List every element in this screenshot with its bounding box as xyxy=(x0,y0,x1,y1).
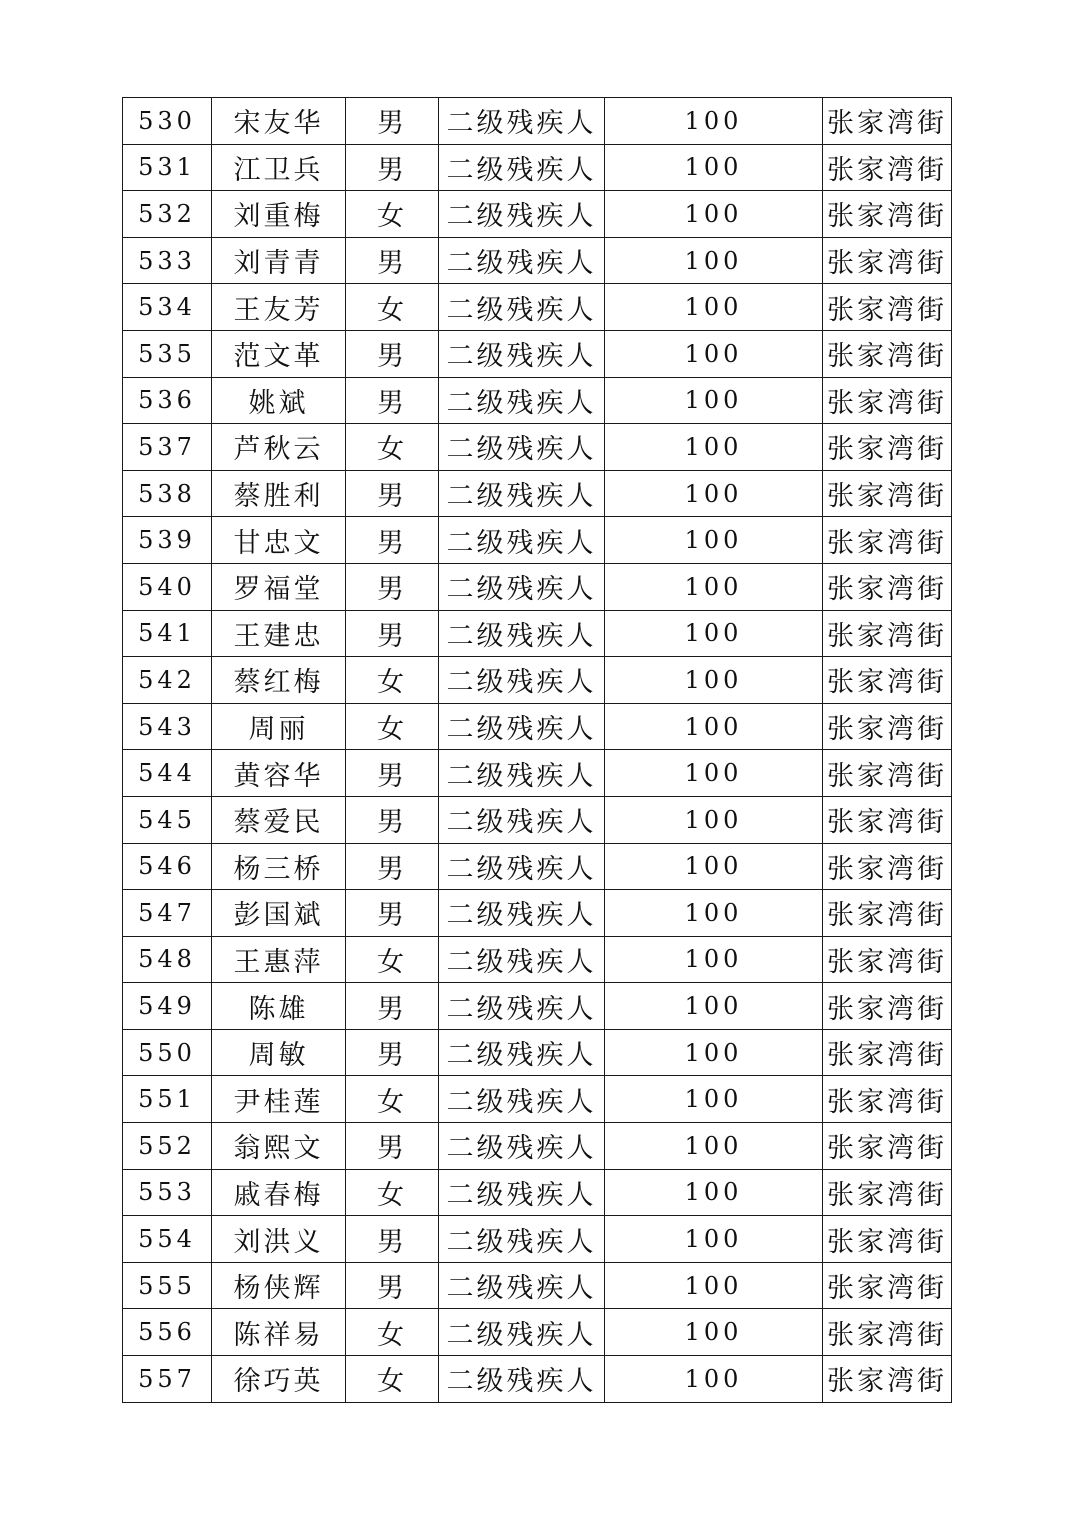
cell-number: 554 xyxy=(123,1216,212,1263)
cell-number: 553 xyxy=(123,1169,212,1216)
cell-amount: 100 xyxy=(605,563,823,610)
table-row xyxy=(123,843,952,890)
cell-street: 张家湾街 xyxy=(823,843,952,890)
cell-category: 二级残疾人 xyxy=(439,983,605,1030)
table-row xyxy=(123,983,952,1030)
cell-category: 二级残疾人 xyxy=(439,1029,605,1076)
cell-gender: 女 xyxy=(346,191,439,238)
cell-category: 二级残疾人 xyxy=(439,377,605,424)
cell-gender: 女 xyxy=(346,936,439,983)
cell-category: 二级残疾人 xyxy=(439,890,605,937)
cell-name: 陈祥易 xyxy=(212,1309,346,1356)
cell-street: 张家湾街 xyxy=(823,144,952,191)
cell-gender: 男 xyxy=(346,98,439,145)
cell-gender: 男 xyxy=(346,983,439,1030)
cell-name: 蔡红梅 xyxy=(212,657,346,704)
cell-gender: 男 xyxy=(346,237,439,284)
cell-name: 彭国斌 xyxy=(212,890,346,937)
cell-amount: 100 xyxy=(605,144,823,191)
cell-gender: 女 xyxy=(346,424,439,471)
table-row xyxy=(123,750,952,797)
cell-gender: 男 xyxy=(346,377,439,424)
cell-gender: 男 xyxy=(346,1216,439,1263)
table-row xyxy=(123,563,952,610)
table-row xyxy=(123,1169,952,1216)
cell-number: 532 xyxy=(123,191,212,238)
cell-gender: 女 xyxy=(346,657,439,704)
cell-amount: 100 xyxy=(605,657,823,704)
table-row xyxy=(123,1076,952,1123)
cell-number: 552 xyxy=(123,1123,212,1170)
cell-street: 张家湾街 xyxy=(823,1076,952,1123)
cell-category: 二级残疾人 xyxy=(439,517,605,564)
cell-number: 536 xyxy=(123,377,212,424)
cell-category: 二级残疾人 xyxy=(439,750,605,797)
cell-street: 张家湾街 xyxy=(823,1309,952,1356)
table-row xyxy=(123,936,952,983)
cell-number: 549 xyxy=(123,983,212,1030)
cell-street: 张家湾街 xyxy=(823,610,952,657)
table-row xyxy=(123,144,952,191)
cell-gender: 男 xyxy=(346,750,439,797)
cell-category: 二级残疾人 xyxy=(439,1076,605,1123)
cell-street: 张家湾街 xyxy=(823,890,952,937)
cell-street: 张家湾街 xyxy=(823,1123,952,1170)
cell-gender: 女 xyxy=(346,1356,439,1403)
cell-number: 551 xyxy=(123,1076,212,1123)
cell-street: 张家湾街 xyxy=(823,703,952,750)
cell-name: 宋友华 xyxy=(212,98,346,145)
cell-gender: 男 xyxy=(346,843,439,890)
cell-gender: 男 xyxy=(346,796,439,843)
cell-street: 张家湾街 xyxy=(823,284,952,331)
cell-amount: 100 xyxy=(605,1216,823,1263)
cell-number: 547 xyxy=(123,890,212,937)
cell-number: 541 xyxy=(123,610,212,657)
cell-street: 张家湾街 xyxy=(823,517,952,564)
table-row xyxy=(123,890,952,937)
cell-amount: 100 xyxy=(605,1356,823,1403)
cell-category: 二级残疾人 xyxy=(439,1356,605,1403)
recipient-table xyxy=(122,97,952,1403)
cell-number: 537 xyxy=(123,424,212,471)
cell-name: 罗福堂 xyxy=(212,563,346,610)
cell-amount: 100 xyxy=(605,377,823,424)
table-row xyxy=(123,610,952,657)
cell-category: 二级残疾人 xyxy=(439,796,605,843)
cell-amount: 100 xyxy=(605,284,823,331)
table-row xyxy=(123,796,952,843)
cell-gender: 男 xyxy=(346,890,439,937)
cell-amount: 100 xyxy=(605,610,823,657)
cell-gender: 男 xyxy=(346,144,439,191)
cell-number: 530 xyxy=(123,98,212,145)
cell-gender: 男 xyxy=(346,1262,439,1309)
cell-number: 548 xyxy=(123,936,212,983)
cell-name: 甘忠文 xyxy=(212,517,346,564)
table-row xyxy=(123,284,952,331)
cell-name: 王惠萍 xyxy=(212,936,346,983)
cell-number: 540 xyxy=(123,563,212,610)
cell-name: 陈雄 xyxy=(212,983,346,1030)
cell-category: 二级残疾人 xyxy=(439,98,605,145)
table-row xyxy=(123,1309,952,1356)
cell-gender: 女 xyxy=(346,1309,439,1356)
cell-amount: 100 xyxy=(605,470,823,517)
cell-category: 二级残疾人 xyxy=(439,191,605,238)
cell-number: 531 xyxy=(123,144,212,191)
cell-amount: 100 xyxy=(605,1029,823,1076)
cell-category: 二级残疾人 xyxy=(439,330,605,377)
cell-category: 二级残疾人 xyxy=(439,1216,605,1263)
cell-name: 刘青青 xyxy=(212,237,346,284)
cell-category: 二级残疾人 xyxy=(439,470,605,517)
cell-name: 翁熙文 xyxy=(212,1123,346,1170)
table-row xyxy=(123,377,952,424)
cell-number: 546 xyxy=(123,843,212,890)
cell-street: 张家湾街 xyxy=(823,563,952,610)
cell-name: 蔡爱民 xyxy=(212,796,346,843)
cell-category: 二级残疾人 xyxy=(439,563,605,610)
cell-gender: 男 xyxy=(346,563,439,610)
cell-street: 张家湾街 xyxy=(823,796,952,843)
cell-name: 徐巧英 xyxy=(212,1356,346,1403)
cell-category: 二级残疾人 xyxy=(439,237,605,284)
cell-name: 杨三桥 xyxy=(212,843,346,890)
cell-amount: 100 xyxy=(605,1262,823,1309)
table-row xyxy=(123,1123,952,1170)
cell-gender: 女 xyxy=(346,703,439,750)
cell-gender: 男 xyxy=(346,470,439,517)
table-row xyxy=(123,1029,952,1076)
cell-number: 539 xyxy=(123,517,212,564)
cell-number: 556 xyxy=(123,1309,212,1356)
table-row xyxy=(123,703,952,750)
cell-amount: 100 xyxy=(605,983,823,1030)
cell-name: 范文革 xyxy=(212,330,346,377)
cell-number: 545 xyxy=(123,796,212,843)
cell-gender: 男 xyxy=(346,1123,439,1170)
recipient-table-body xyxy=(123,98,952,1403)
table-row xyxy=(123,1216,952,1263)
cell-amount: 100 xyxy=(605,1309,823,1356)
cell-category: 二级残疾人 xyxy=(439,657,605,704)
cell-street: 张家湾街 xyxy=(823,470,952,517)
cell-name: 周敏 xyxy=(212,1029,346,1076)
cell-gender: 男 xyxy=(346,1029,439,1076)
cell-street: 张家湾街 xyxy=(823,330,952,377)
cell-name: 杨侠辉 xyxy=(212,1262,346,1309)
cell-gender: 女 xyxy=(346,1169,439,1216)
cell-amount: 100 xyxy=(605,424,823,471)
cell-number: 544 xyxy=(123,750,212,797)
table-row xyxy=(123,424,952,471)
cell-amount: 100 xyxy=(605,1123,823,1170)
cell-name: 江卫兵 xyxy=(212,144,346,191)
table-row xyxy=(123,470,952,517)
cell-street: 张家湾街 xyxy=(823,1262,952,1309)
cell-street: 张家湾街 xyxy=(823,936,952,983)
table-row xyxy=(123,657,952,704)
cell-category: 二级残疾人 xyxy=(439,1169,605,1216)
cell-category: 二级残疾人 xyxy=(439,1123,605,1170)
cell-amount: 100 xyxy=(605,191,823,238)
cell-amount: 100 xyxy=(605,517,823,564)
cell-category: 二级残疾人 xyxy=(439,424,605,471)
cell-name: 蔡胜利 xyxy=(212,470,346,517)
cell-amount: 100 xyxy=(605,1169,823,1216)
cell-name: 姚斌 xyxy=(212,377,346,424)
cell-name: 王友芳 xyxy=(212,284,346,331)
cell-number: 543 xyxy=(123,703,212,750)
cell-category: 二级残疾人 xyxy=(439,610,605,657)
cell-name: 芦秋云 xyxy=(212,424,346,471)
cell-number: 535 xyxy=(123,330,212,377)
cell-amount: 100 xyxy=(605,936,823,983)
cell-amount: 100 xyxy=(605,703,823,750)
cell-number: 555 xyxy=(123,1262,212,1309)
cell-street: 张家湾街 xyxy=(823,191,952,238)
table-row xyxy=(123,517,952,564)
table-row xyxy=(123,237,952,284)
cell-street: 张家湾街 xyxy=(823,983,952,1030)
cell-number: 550 xyxy=(123,1029,212,1076)
cell-name: 黄容华 xyxy=(212,750,346,797)
cell-gender: 男 xyxy=(346,330,439,377)
cell-street: 张家湾街 xyxy=(823,237,952,284)
cell-number: 542 xyxy=(123,657,212,704)
cell-amount: 100 xyxy=(605,843,823,890)
cell-name: 王建忠 xyxy=(212,610,346,657)
cell-number: 557 xyxy=(123,1356,212,1403)
cell-gender: 男 xyxy=(346,517,439,564)
cell-name: 刘洪义 xyxy=(212,1216,346,1263)
cell-street: 张家湾街 xyxy=(823,1169,952,1216)
cell-amount: 100 xyxy=(605,330,823,377)
cell-amount: 100 xyxy=(605,1076,823,1123)
cell-category: 二级残疾人 xyxy=(439,144,605,191)
cell-street: 张家湾街 xyxy=(823,1356,952,1403)
cell-category: 二级残疾人 xyxy=(439,1309,605,1356)
table-row xyxy=(123,98,952,145)
table-row xyxy=(123,1356,952,1403)
cell-category: 二级残疾人 xyxy=(439,936,605,983)
cell-street: 张家湾街 xyxy=(823,1029,952,1076)
cell-name: 刘重梅 xyxy=(212,191,346,238)
cell-category: 二级残疾人 xyxy=(439,284,605,331)
cell-name: 戚春梅 xyxy=(212,1169,346,1216)
cell-amount: 100 xyxy=(605,890,823,937)
cell-amount: 100 xyxy=(605,98,823,145)
cell-amount: 100 xyxy=(605,796,823,843)
cell-number: 533 xyxy=(123,237,212,284)
cell-street: 张家湾街 xyxy=(823,657,952,704)
cell-category: 二级残疾人 xyxy=(439,1262,605,1309)
cell-name: 周丽 xyxy=(212,703,346,750)
cell-number: 538 xyxy=(123,470,212,517)
cell-gender: 女 xyxy=(346,284,439,331)
cell-street: 张家湾街 xyxy=(823,377,952,424)
table-row xyxy=(123,191,952,238)
cell-gender: 女 xyxy=(346,1076,439,1123)
cell-street: 张家湾街 xyxy=(823,424,952,471)
cell-category: 二级残疾人 xyxy=(439,843,605,890)
cell-street: 张家湾街 xyxy=(823,1216,952,1263)
cell-number: 534 xyxy=(123,284,212,331)
cell-name: 尹桂莲 xyxy=(212,1076,346,1123)
cell-street: 张家湾街 xyxy=(823,750,952,797)
table-row xyxy=(123,330,952,377)
cell-amount: 100 xyxy=(605,750,823,797)
table-row xyxy=(123,1262,952,1309)
cell-street: 张家湾街 xyxy=(823,98,952,145)
cell-amount: 100 xyxy=(605,237,823,284)
cell-category: 二级残疾人 xyxy=(439,703,605,750)
cell-gender: 男 xyxy=(346,610,439,657)
